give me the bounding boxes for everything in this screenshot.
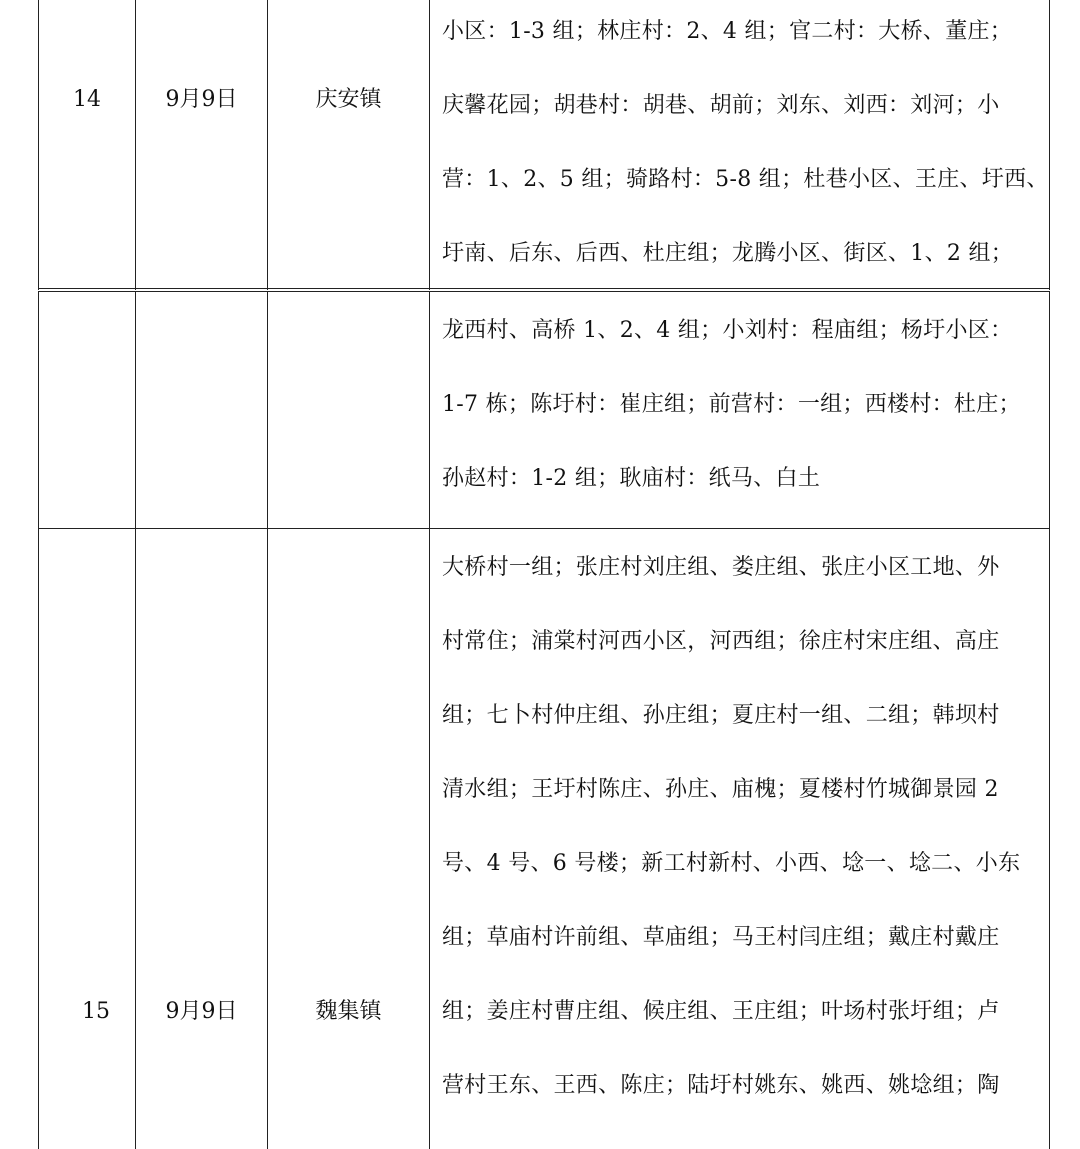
town-name: 庆安镇 xyxy=(315,87,382,112)
row-number-cell xyxy=(38,529,135,1149)
row-number: 14 xyxy=(73,87,101,112)
area-list xyxy=(442,531,1041,1123)
area-line: 孙赵村：1-2 组；耿庙村：纸马、白土 xyxy=(442,466,821,491)
area-cell xyxy=(429,0,1050,290)
area-line: 小区：1-3 组；林庄村：2、4 组；官二村：大桥、董庄； xyxy=(442,19,1013,44)
area-line: 1-7 栋；陈圩村：崔庄组；前营村：一组；西楼村：杜庄； xyxy=(442,392,1021,417)
row-number-cell xyxy=(38,292,135,528)
area-cell xyxy=(429,292,1050,528)
table-row xyxy=(38,529,1050,1149)
area-list xyxy=(442,0,1049,291)
table-row xyxy=(38,292,1050,528)
table-row xyxy=(38,0,1050,290)
area-line: 组；七卜村仲庄组、孙庄组；夏庄村一组、二组；韩坝村 xyxy=(442,703,1000,728)
area-line: 营：1、2、5 组；骑路村：5-8 组；杜巷小区、王庄、圩西、 xyxy=(442,167,1049,192)
area-line: 村常住；浦棠村河西小区，河西组；徐庄村宋庄组、高庄 xyxy=(442,629,1000,654)
area-line: 营村王东、王西、陈庄；陆圩村姚东、姚西、姚埝组；陶 xyxy=(442,1073,1000,1098)
town-cell xyxy=(267,529,429,1149)
area-line: 号、4 号、6 号楼；新工村新村、小西、埝一、埝二、小东 xyxy=(442,851,1021,876)
row-number-cell xyxy=(38,0,135,290)
row-number: 15 xyxy=(82,999,110,1024)
town-name: 魏集镇 xyxy=(315,999,382,1024)
date-text: 9月9日 xyxy=(165,999,238,1024)
area-line: 圩南、后东、后西、杜庄组；龙腾小区、街区、1、2 组； xyxy=(442,241,1014,266)
area-list xyxy=(442,294,1041,516)
date-cell xyxy=(135,529,267,1149)
area-line: 庆馨花园；胡巷村：胡巷、胡前；刘东、刘西：刘河；小 xyxy=(442,93,1000,118)
area-line: 大桥村一组；张庄村刘庄组、娄庄组、张庄小区工地、外 xyxy=(442,555,1000,580)
date-cell xyxy=(135,0,267,290)
date-text: 9月9日 xyxy=(165,87,238,112)
town-cell xyxy=(267,292,429,528)
town-cell xyxy=(267,0,429,290)
area-line: 组；姜庄村曹庄组、候庄组、王庄组；叶场村张圩组；卢 xyxy=(442,999,1000,1024)
area-cell xyxy=(429,529,1050,1149)
area-line: 清水组；王圩村陈庄、孙庄、庙槐；夏楼村竹城御景园 2 xyxy=(442,777,999,802)
area-line: 龙西村、高桥 1、2、4 组；小刘村：程庙组；杨圩小区： xyxy=(442,318,1013,343)
area-line: 组；草庙村许前组、草庙组；马王村闫庄组；戴庄村戴庄 xyxy=(442,925,1000,950)
date-cell xyxy=(135,292,267,528)
